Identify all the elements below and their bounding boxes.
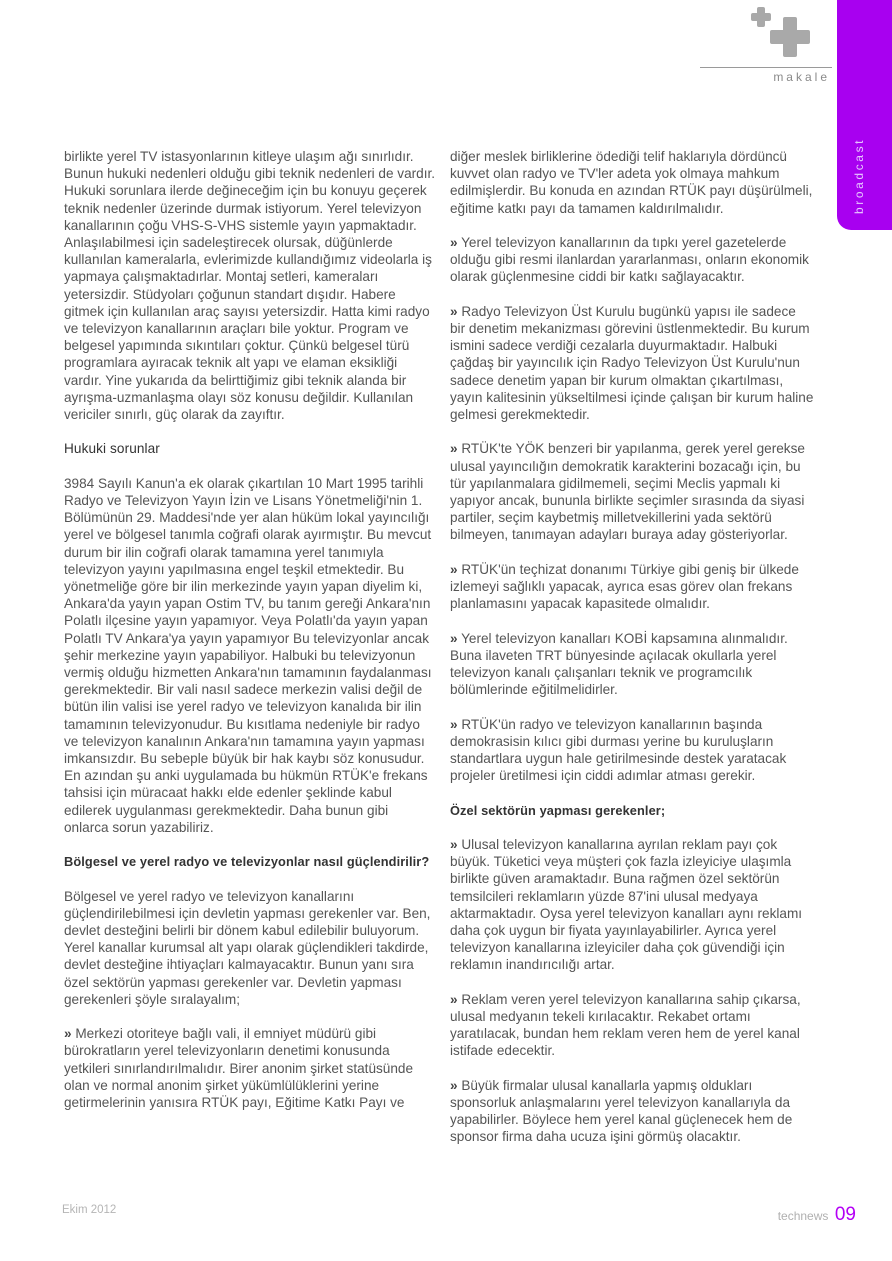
paragraph: 3984 Sayılı Kanun'a ek olarak çıkartılan 10 Mart 1995 tarihli Radyo ve Televizyon Yayın İzin ve Lisans Yönetmeliği'nin 1. Bölümünün 29. Maddesi'nde yer alan hüküm lokal yayıncılığı yerel ve bölgesel tanımla coğrafi olarak ayırmıştır. Bu mevcut durum bir ilin coğrafi olarak tamamına yerel tanımıyla televizyon yayını yapılmasına engel teşkil etmektedir. Bu yönetmeliğe göre bir ilin merkezinde yayın yapan diyelim ki, Ankara'da yayın yapan Ostim TV, bu tanım gereği Ankara'nın Polatlı ilçesine yayın yapamıyor. Veya Polatlı'da yayın yapan Polatlı TV Ankara'ya yayın yapamıyor Bu televizyonlar ancak şehir merkezine yayın yapabiliyor. Halbuki bu televizyonun vermiş olduğu hizmetten Ankara'nın tamamının faydalanması gerekmektedir. Bir vali nasıl sadece merkezin valisi değil de bütün ilin valisi ise yerel radyo ve televizyon kanalıda bir ilin tamamının televizyonudur. Bu kısıtlama nedeniyle bir radyo ve televizyon kanalının Ankara'nın tamamına yayın yapması imkansızdır. Bu sebeple büyük bir hak kaybı söz konusudur. En azından şu anki uygulamada bu hükmün RTÜK'e frekans tahsisi için müracaat hakkı elde edenler şeklinde kabul edilerek uygulanması gerekmektedir. Daha bunun gibi onlarca sorun yazabiliriz. [64,475,432,835]
bullet-item [450,991,814,1060]
bullet-item [450,630,814,699]
bullet-text: Ulusal televizyon kanallarına ayrılan reklam payı çok büyük. Tüketici veya müşteri çok fazla izleyiciye ulaşımla birlikte güven aramaktadır. Buna rağmen özel sektörün temsilcileri reklamların yüzde 87'ini ulusal medyaya aktarmaktadır. Oysa yerel televizyon kanalları aynı reklamı daha çok uygun bir fiyata yayınlayabilirler. Ayrıca yerel televizyon kanallarına izleyiciler daha çok güvendiği için reklamın inandırıcılığı artar. [450,837,803,973]
magazine-name: technews [777,1209,829,1223]
bullet-text: Reklam veren yerel televizyon kanallarına sahip çıkarsa, ulusal medyanın tekeli kırılacaktır. Rekabet ortamı yaratılacak, bundan hem reklam veren hem de yerel kanal istifade edecektir. [450,991,801,1059]
page-number: 09 [834,1204,856,1225]
bullet-marker-icon: » [450,1077,458,1093]
bullet-marker-icon: » [450,630,458,646]
bullet-text: RTÜK'ün teçhizat donanımı Türkiye gibi geniş bir ülkede izlemeyi sağlıklı yapacak, ayrıca esas görev olan frekans planlamasını yapacak kapasitede olmalıdır. [450,561,799,612]
header-divider [700,67,832,68]
section-label: makale [773,70,830,84]
bullet-text: Yerel televizyon kanalları KOBİ kapsamına alınmalıdır. Buna ilaveten TRT bünyesinde açılacak okullarla yerel televizyon kanalı çalışanları teknik ve programcılık bölümlerinde eğitilmelidirler. [450,630,788,698]
bullet-marker-icon: » [450,561,458,577]
bullet-marker-icon: » [450,235,458,250]
bullet-item [450,836,814,974]
section-heading: Bölgesel ve yerel radyo ve televizyonlar nasıl güçlendirilir? [64,854,430,870]
bullet-item [450,440,814,543]
bullet-text: Yerel televizyon kanallarının da tıpkı yerel gazetelerde olduğu gibi resmi ilanlardan yararlanması, onların ekonomik olarak güçlenmesine ciddi bir katkı sağlayacaktır. [450,235,809,285]
bullet-marker-icon: » [64,1026,72,1042]
bullet-text: Radyo Televizyon Üst Kurulu bugünkü yapısı ile sadece bir denetim mekanizması görevini üstlenmektedir. Bu kurum ismini sadece verdiği cezalarla duyurmaktadır. Halbuki çağdaş bir yayıncılık için Radyo Televizyon Üst Kurulu'nun sadece denetim yapan bir kurum olmaktan çıkartılması, yayın kalitesinin yükseltilmesi içinde çalışan bir kurum haline gelmesi gerekmektedir. [450,303,814,423]
paragraph: birlikte yerel TV istasyonlarının kitleye ulaşım ağı sınırlıdır. Bunun hukuki nedenleri olduğu gibi teknik nedenleri de vardır. Hukuki sorunlara ilerde değineceğim için bu konuyu geçerek teknik nedenler üzerinde durmak istiyorum. Yerel televizyon kanallarının çoğu VHS-S-VHS sistemle yayın yapmaktadır. Anlaşılabilmesi için sadeleştirecek olursak, düğünlerde kullanılan kameralarla, evlerimizde kullandığımız videolarla iş yapmaya çalışmaktadırlar. Montaj setleri, kameraları yetersizdir. Stüdyoları çoğunun standart dışıdır. Habere gitmek için kullanılan araç sayısı yetersizdir. Hatta kimi radyo ve televizyon kanallarının araçları bile yoktur. Program ve belgesel yapımında sıkıntıları çoktur. Çünkü belgesel türü programlara ayıracak teknik alt yapı ve elaman eksikliği vardır. Yine yukarıda da belirttiğimiz gibi teknik alanda bir ayrışma-uzmanlaşma olayı söz konusu değildir. Kullanılan vericiler sınırlı, güç olarak da zayıftır. [64,149,436,423]
footer-date: Ekim 2012 [62,1204,117,1216]
bullet-text: RTÜK'ün radyo ve televizyon kanallarının başında demokrasisin kılıcı gibi durması yerine bu kuruluşların standartlara uygun hale getirilmesinde destek yaratacak projeler üretilmesi için ciddi adımlar atması gerekir. [450,716,787,784]
section-heading: Özel sektörün yapması gerekenler; [450,802,666,818]
bullet-text: Merkezi otoriteye bağlı vali, il emniyet müdürü gibi bürokratların yerel televizyonların denetimi konusunda yetkileri sınırlandırılmalıdır. Birer anonim şirket statüsünde olan ve normal anonim şirket yükümlülüklerini yerine getirmelerinin yanısıra RTÜK payı, Eğitime Katkı Payı ve [64,1026,414,1111]
bullet-marker-icon: » [450,441,458,457]
plus-icon-small [751,7,771,27]
bullet-item [450,234,814,286]
plus-icon-large [770,17,810,57]
bullet-marker-icon: » [450,991,458,1007]
bullet-item [450,561,814,613]
paragraph: diğer meslek birliklerine ödediği telif haklarıyla dördüncü kuvvet olan radyo ve TV'ler adeta yok olmaya mahkum edilmişlerdir. Bu konuda en azından RTÜK payı düşürülmeli, eğitime katkı payı da tamamen kaldırılmalıdır. [450,149,813,216]
footer-page-info [778,1204,856,1226]
bullet-text: RTÜK'te YÖK benzeri bir yapılanma, gerek yerel gerekse ulusal yayıncılığın demokratik karakterini bozacağı için, bu tür yapılanmalara gidilmemeli, seçimi Meclis yapmalı ki yapıyor ancak, bununla birlikte seçimler sırasında da siyasi partiler, seçim kaybetmiş milletvekillerini yada sektörü bilmeyen, tanımayan adayları buraya aday gösteriyorlar. [450,441,805,543]
left-column [64,148,436,1128]
bullet-item [64,1025,436,1111]
bullet-marker-icon: » [450,837,458,852]
bullet-item [450,716,814,785]
paragraph: Bölgesel ve yerel radyo ve televizyon kanallarını güçlendirilebilmesi için devletin yapması gerekenler var. Ben, devlet desteğini belirli bir dönem kabul edilebilir buluyorum. Yerel kanallar kurumsal alt yapı olarak güçlendikleri takdirde, devlet desteğine ihtiyaçları kalmayacaktır. Bunun yanı sıra özel sektörün yapması gerekenler var. Devletin yapması gerekenleri şöyle sıralayalım; [64,888,431,1007]
bullet-marker-icon: » [450,303,458,319]
bullet-item [450,1077,814,1146]
bullet-item [450,303,814,423]
bullet-text: Büyük firmalar ulusal kanallarla yapmış oldukları sponsorluk anlaşmalarını yerel televizyon kanallarıyla da yapabilirler. Böylece hem yerel kanal güçlenecek hem de sponsor firma daha ucuza işini görmüş olacaktır. [450,1077,793,1145]
side-tab-label: broadcast [852,137,866,214]
section-heading: Hukuki sorunlar [64,441,160,457]
bullet-marker-icon: » [450,716,458,732]
right-column [450,148,814,1163]
